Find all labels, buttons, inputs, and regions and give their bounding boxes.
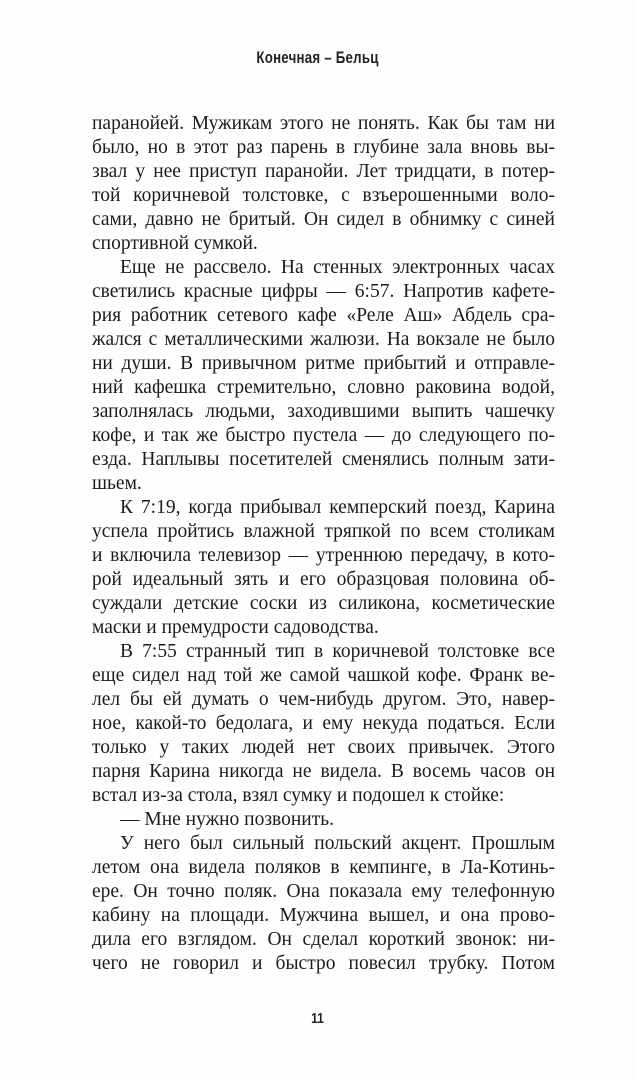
text-line: и включила телевизор — утреннюю передачу, в кото- (92, 545, 555, 566)
text-line: рой идеальный зять и его образцовая половина об- (92, 569, 555, 590)
text-line: У него был сильный польский акцент. Прошлым (120, 833, 555, 854)
text-line: маски и премудрости садоводства. (92, 617, 379, 638)
text-line: кофе, и так же быстро пустела — до следующего по- (92, 425, 555, 446)
paragraph (92, 808, 555, 832)
text-line: парня Карина никогда не видела. В восемь часов он (92, 761, 555, 782)
text-line: лел бы ей думать о чем-нибудь другом. Это, навер- (92, 689, 555, 710)
text-line: спортивной сумкой. (92, 233, 258, 254)
text-line: — Мне нужно позвонить. (120, 809, 335, 830)
text-line: встал из-за стола, взял сумку и подошел к стойке: (92, 785, 505, 806)
text-line: сами, давно не бритый. Он сидел в обнимку с синей (92, 209, 555, 230)
text-line: светились красные цифры — 6:57. Напротив кафете- (92, 281, 555, 302)
text-line: той коричневой толстовке, с взъерошенными воло- (92, 185, 555, 206)
paragraph (92, 832, 555, 976)
text-line: еще сидел над той же самой чашкой кофе. Франк ве- (92, 665, 555, 686)
text-line: ний кафешка стремительно, словно раковина водой, (92, 377, 555, 398)
text-line: езда. Наплывы посетителей сменялись полным зати- (92, 449, 555, 470)
text-line: паранойей. Мужикам этого не понять. Как бы там ни (92, 113, 555, 134)
text-line: успела пройтись влажной тряпкой по всем столикам (92, 521, 555, 542)
text-line: ное, какой-то бедолага, и ему некуда податься. Если (92, 713, 555, 734)
text-line: заполнялась людьми, заходившими выпить чашечку (92, 401, 555, 422)
text-line: чего не говорил и быстро повесил трубку. Потом (92, 953, 555, 974)
paragraph (92, 256, 555, 496)
text-line: кабину на площади. Мужчина вышел, и она прово- (92, 905, 555, 926)
text-line: К 7:19, когда прибывал кемперский поезд, Карина (120, 497, 555, 518)
text-line: ни души. В привычном ритме прибытий и отправле- (92, 353, 555, 374)
page-number: 11 (311, 1010, 324, 1027)
text-line: ере. Он точно поляк. Она показала ему телефонную (92, 881, 555, 902)
text-line: шьем. (92, 473, 142, 494)
text-line: жался с металлическими жалюзи. На вокзале не было (92, 329, 555, 350)
text-line: только у таких людей нет своих привычек. Этого (92, 737, 555, 758)
text-line: летом она видела поляков в кемпинге, в Ла-Котинь- (92, 857, 555, 878)
text-line: звал у нее приступ паранойи. Лет тридцати, в потер- (92, 161, 555, 182)
body-text (92, 112, 555, 976)
paragraph (92, 640, 555, 808)
running-head: Конечная – Бельц (256, 48, 379, 67)
text-line: было, но в этот раз парень в глубине зала вновь вы- (92, 137, 555, 158)
paragraph (92, 496, 555, 640)
text-line: Еще не рассвело. На стенных электронных часах (120, 257, 555, 278)
text-line: рия работник сетевого кафе «Реле Аш» Абдель сра- (92, 305, 555, 326)
text-line: В 7:55 странный тип в коричневой толстовке все (120, 641, 555, 662)
text-line: суждали детские соски из силикона, косметические (92, 593, 555, 614)
text-line: дила его взглядом. Он сделал короткий звонок: ни- (92, 929, 555, 950)
paragraph (92, 112, 555, 256)
